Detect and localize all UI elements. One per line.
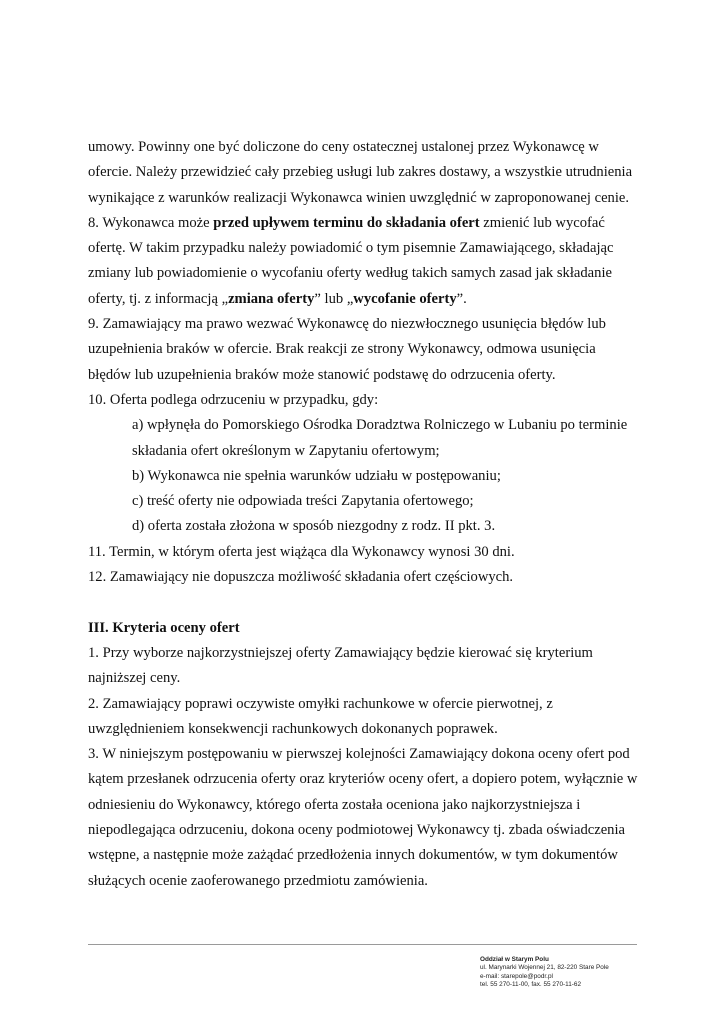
footer-divider (88, 944, 637, 945)
text-line: 3. W niniejszym postępowaniu w pierwszej kolejności Zamawiający dokona oceny ofert pod (88, 746, 630, 763)
section-heading-text: III. Kryteria oceny ofert (88, 619, 240, 636)
text-span: ”. (456, 290, 467, 307)
footer-office-name: Oddział w Starym Polu (480, 956, 549, 963)
text-line: najniższej ceny. (88, 670, 181, 687)
text-line: 10. Oferta podlega odrzuceniu w przypadku, gdy: (88, 391, 379, 408)
section-heading (88, 616, 644, 641)
text-line: uwzględnieniem konsekwencji rachunkowych dokonanych poprawek. (88, 720, 498, 737)
footer (480, 956, 650, 990)
paragraph-8-line (88, 211, 644, 236)
footer-email: e-mail: starepole@podr.pl (480, 972, 553, 980)
text-line: zmiany lub powiadomienie o wycofaniu oferty według takich samych zasad jak składanie (88, 265, 612, 282)
text-line: 2. Zamawiający poprawi oczywiste omyłki rachunkowe w ofercie pierwotnej, z (88, 695, 553, 712)
list-item: b) Wykonawca nie spełnia warunków udziału w postępowaniu; (132, 467, 501, 484)
text-line: 1. Przy wyborze najkorzystniejszej oferty Zamawiający będzie kierować się kryterium (88, 644, 593, 661)
text-line: wstępne, a następnie może zażądać przedłożenia innych dokumentów, w tym dokumentów (88, 847, 618, 864)
footer-address: ul. Marynarki Wojennej 21, 82-220 Stare Pole (480, 964, 609, 972)
list-item: składania ofert określonym w Zapytaniu ofertowym; (132, 442, 440, 459)
footer-phone: tel. 55 270-11-00, fax. 55 270-11-62 (480, 981, 582, 989)
bold-phrase: wycofanie oferty (353, 290, 457, 307)
bold-phrase: przed upływem terminu do składania ofert (213, 214, 480, 231)
text-line: błędów lub uzupełnienia braków może stanowić podstawę do odrzucenia oferty. (88, 366, 556, 383)
text-line: 12. Zamawiający nie dopuszcza możliwość składania ofert częściowych. (88, 569, 514, 586)
paragraph-8-line (88, 287, 644, 312)
list-item: d) oferta została złożona w sposób niezgodny z rodz. II pkt. 3. (132, 518, 496, 535)
text-line: odniesieniu do Wykonawcy, którego oferta została oceniona jako najkorzystniejsza i (88, 796, 581, 813)
text-span: 8. Wykonawca może (88, 214, 214, 231)
text-line: wynikające z warunków realizacji Wykonawca winien uwzględnić w zaproponowanej cenie. (88, 189, 630, 206)
text-line: uzupełnienia braków w ofercie. Brak reakcji ze strony Wykonawcy, odmowa usunięcia (88, 341, 596, 358)
bold-phrase: zmiana oferty (228, 290, 315, 307)
text-line: ofercie. Należy przewidzieć cały przebieg usługi lub zakres dostawy, a wszystkie utrudnienia (88, 164, 633, 181)
list-item: a) wpłynęła do Pomorskiego Ośrodka Doradztwa Rolniczego w Lubaniu po terminie (132, 417, 628, 434)
text-line: kątem przesłanek odrzucenia oferty oraz kryteriów oceny ofert, a dopiero potem, wyłącznie w (88, 771, 638, 788)
document-body (88, 135, 644, 894)
text-span: zmienić lub wycofać (479, 214, 605, 231)
text-line: ofertę. W takim przypadku należy powiadomić o tym pisemnie Zamawiającego, składając (88, 240, 614, 257)
text-span: oferty, tj. z informacją „ (88, 290, 229, 307)
text-line: umowy. Powinny one być doliczone do ceny ostatecznej ustalonej przez Wykonawcę w (88, 139, 599, 155)
paragraph-gap (88, 590, 644, 615)
list-item: c) treść oferty nie odpowiada treści Zapytania ofertowego; (132, 493, 474, 510)
text-line: 11. Termin, w którym oferta jest wiążąca dla Wykonawcy wynosi 30 dni. (88, 543, 515, 560)
text-line: służących ocenie zaoferowanego przedmiotu zamówienia. (88, 872, 428, 889)
text-line: 9. Zamawiający ma prawo wezwać Wykonawcę do niezwłocznego usunięcia błędów lub (88, 316, 606, 333)
text-span: ” lub „ (314, 290, 354, 307)
text-line: niepodlegająca odrzuceniu, dokona oceny podmiotowej Wykonawcy tj. zbada oświadczenia (88, 822, 626, 839)
